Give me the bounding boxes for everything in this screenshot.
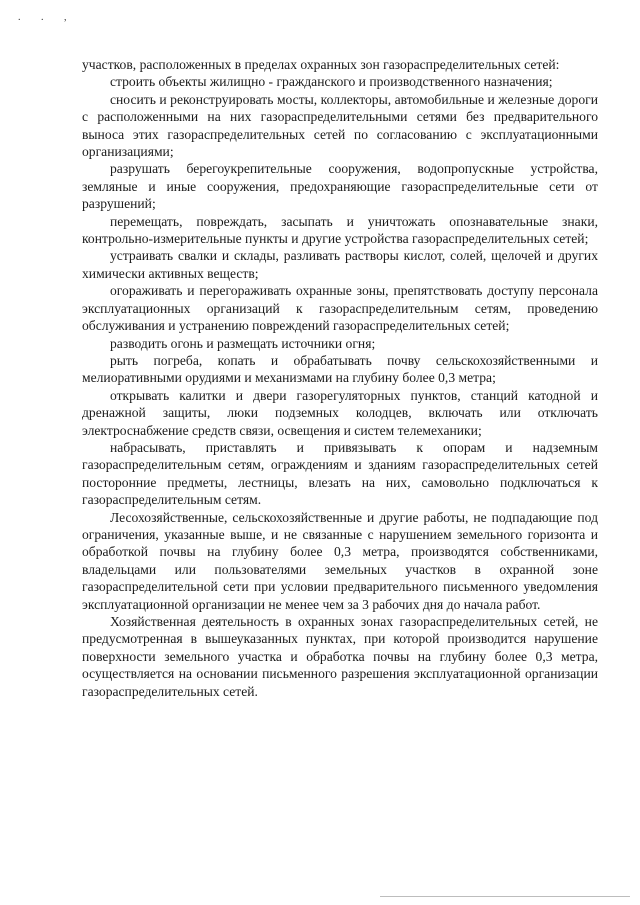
paragraph: участков, расположенных в пределах охранных зон газораспределительных сетей: xyxy=(82,57,560,72)
paragraph: Хозяйственная деятельность в охранных зонах газораспределительных сетей, не предусмотренная в вышеуказанных пунктах, при которой производится нарушение поверхности земельного участка и обработка почвы на глубину более 0,3 метра, осуществляется на основании письменного разрешения эксплуатационной организации газораспределительных сетей. xyxy=(82,614,598,699)
paragraph: перемещать, повреждать, засыпать и уничтожать опознавательные знаки, контрольно-измерительные пункты и другие устройства газораспределительных сетей; xyxy=(82,213,598,247)
paragraph: разрушать берегоукрепительные сооружения, водопропускные устройства, земляные и иные сооружения, предохраняющие газораспределительные сети от разрушений; xyxy=(82,161,598,212)
paragraph: устраивать свалки и склады, разливать растворы кислот, солей, щелочей и других химически активных веществ; xyxy=(82,248,598,281)
paragraph: огораживать и перегораживать охранные зоны, препятствовать доступу персонала эксплуатационных организаций к газораспределительным сетям, проведению обслуживания и устранению повреждений газораспределительных сетей; xyxy=(82,283,598,334)
paragraph: открывать калитки и двери газорегуляторных пунктов, станций катодной и дренажной защиты, люки подземных колодцев, включать или отключать электроснабжение средств связи, освещения и систем телемеханики; xyxy=(82,387,598,438)
paragraph: Лесохозяйственные, сельскохозяйственные и другие работы, не подпадающие под ограничения, указанные выше, и не связанные с нарушением земельного горизонта и обработкой почвы на глубину более 0,3 метра, производятся собственниками, владельцами или пользователями земельных участков в охранной зоне газораспределительной сети при условии предварительного письменного уведомления эксплуатационной организации не менее чем за 3 рабочих дня до начала работ. xyxy=(82,509,598,612)
document-page xyxy=(82,56,598,700)
scan-marks: . . , xyxy=(18,12,76,23)
paragraph: разводить огонь и размещать источники огня; xyxy=(110,335,376,351)
paragraph: рыть погреба, копать и обрабатывать почву сельскохозяйственными и мелиоративными орудиями и механизмами на глубину более 0,3 метра; xyxy=(82,352,598,386)
paragraph: сносить и реконструировать мосты, коллекторы, автомобильные и железные дороги с расположенными на них газораспределительными сетями без предварительного выноса этих газораспределительных сетей по согласованию с эксплуатационными организациями; xyxy=(82,91,598,160)
page-edge-line xyxy=(380,896,630,897)
paragraph: набрасывать, приставлять и привязывать к опорам и надземным газораспределительным сетям, ограждениям и зданиям газораспределительных сетей посторонние предметы, лестницы, влезать на них, самовольно подключаться к газораспределительным сетям. xyxy=(82,439,598,508)
paragraph: строить объекты жилищно - гражданского и производственного назначения; xyxy=(110,74,553,90)
